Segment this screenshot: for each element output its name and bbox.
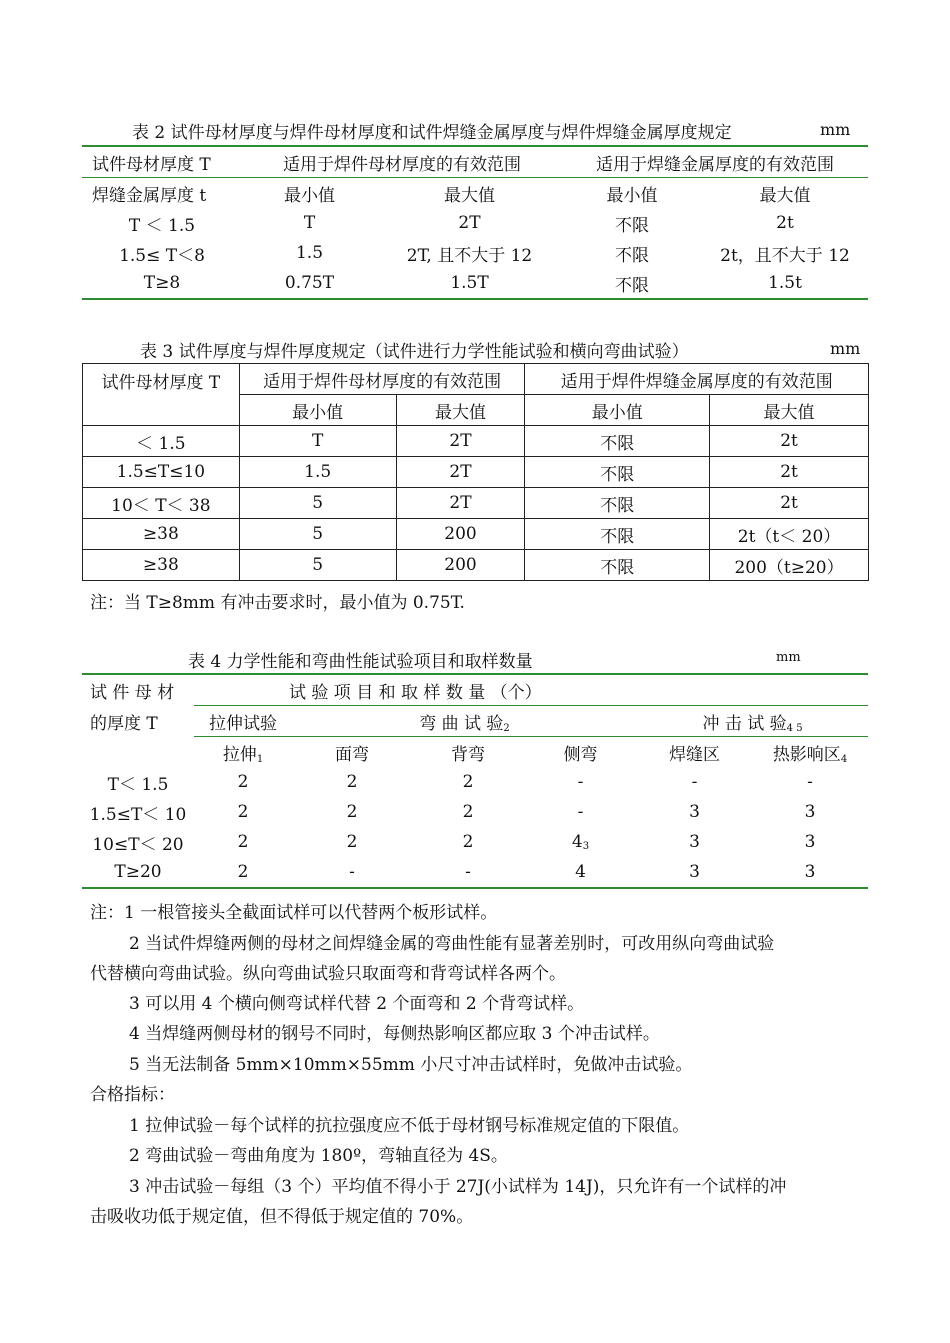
table-cell: 2 — [346, 772, 358, 792]
table4-col-cell: 背弯 — [451, 744, 485, 765]
note-3: 3 可以用 4 个横向侧弯试样代替 2 个面弯和 2 个背弯试样。 — [129, 994, 585, 1014]
table4-col-label: 热影响区 — [772, 744, 841, 765]
table-cell: 4 — [575, 862, 586, 882]
table4-group-label: 冲 击 试 验 — [702, 713, 787, 734]
table-cell: 2 — [237, 772, 249, 792]
table-cell: - — [577, 802, 584, 822]
table-cell: 200 — [396, 550, 525, 581]
table3-unit: mm — [830, 339, 861, 358]
table3-header-cell: 适用于焊件母材厚度的有效范围 — [239, 364, 525, 395]
table-cell: 不限 — [525, 457, 710, 488]
footnote-ref: 2 — [503, 722, 510, 734]
table-cell: T ＜ 1.5 — [128, 215, 196, 236]
table-cell: T — [303, 213, 316, 233]
table2-header-cell: 最大值 — [444, 185, 495, 206]
table-cell: 3 — [689, 862, 700, 882]
table-cell: 2 — [346, 832, 358, 852]
table-cell: T — [239, 426, 396, 457]
table3-note: 注：当 T≥8mm 有冲击要求时，最小值为 0.75T. — [90, 593, 465, 613]
table4-col-row — [82, 737, 868, 768]
table-cell: 1.5T — [450, 273, 489, 293]
table-cell: 2 — [462, 802, 474, 822]
table-cell: ＜ 1.5 — [83, 426, 240, 457]
table-cell: 2 — [237, 862, 249, 882]
table-cell: 1.5≤T≤10 — [83, 457, 240, 488]
table-cell: 2t — [710, 457, 869, 488]
table-cell: 200（t≥20） — [710, 550, 869, 581]
table-row — [82, 208, 868, 238]
table-cell: - — [807, 772, 813, 792]
table-row — [82, 827, 868, 857]
table3 — [82, 363, 869, 581]
table4-header-row — [82, 674, 868, 706]
table-cell: 2T — [396, 488, 525, 519]
table-cell: 不限 — [615, 245, 649, 266]
table4-col-cell: 侧弯 — [563, 744, 598, 765]
table-cell: 不限 — [525, 426, 710, 457]
table-cell: 2 — [462, 772, 474, 792]
table-cell: 2 — [237, 832, 249, 852]
table4-unit: mm — [776, 650, 801, 665]
table-cell: - — [349, 862, 355, 882]
table3-header-row — [83, 364, 869, 395]
table-cell: 3 — [689, 802, 700, 822]
criteria-2: 2 弯曲试验－弯曲角度为 180º，弯轴直径为 4S。 — [129, 1146, 508, 1166]
table-cell: - — [577, 772, 584, 792]
table-cell: 5 — [239, 519, 396, 550]
note-5: 5 当无法制备 5mm×10mm×55mm 小尺寸冲击试样时，免做冲击试验。 — [129, 1055, 693, 1075]
note-1: 注：1 一根管接头全截面试样可以代替两个板形试样。 — [90, 903, 498, 923]
table4-group-row — [82, 706, 868, 737]
table-cell: 1.5 — [295, 243, 324, 263]
table-cell: 1.5≤ T＜8 — [119, 245, 205, 266]
footnote-ref: 4 — [840, 753, 848, 765]
table2 — [82, 145, 868, 300]
table-cell: - — [465, 862, 471, 882]
table-cell: 200 — [396, 519, 525, 550]
table3-header-cell: 最大值 — [396, 395, 525, 426]
table-cell: ≥38 — [83, 550, 240, 581]
table-cell: 5 — [239, 550, 396, 581]
table-cell: 10≤T＜ 20 — [92, 834, 184, 855]
table4-col-cell: 面弯 — [335, 744, 369, 765]
table-cell: 2 — [346, 802, 358, 822]
table-cell: 2 — [462, 832, 474, 852]
table2-header-cell: 最小值 — [284, 185, 335, 206]
table-cell-value: 4 — [571, 832, 583, 852]
table2-header-cell: 焊缝金属厚度 t — [92, 185, 207, 206]
table4-col-cell — [82, 737, 194, 768]
table-row — [82, 238, 868, 268]
table4-col-cell: 焊缝区 — [669, 744, 720, 765]
table-row — [83, 519, 869, 550]
table3-header-cell: 试件母材厚度 T — [83, 364, 240, 426]
table-cell: 2T, 且不大于 12 — [406, 245, 533, 266]
table-cell: 2T — [396, 457, 525, 488]
table4-caption: 表 4 力学性能和弯曲性能试验项目和取样数量 — [188, 652, 533, 672]
table-cell: 3 — [804, 832, 816, 852]
table-cell: - — [691, 772, 698, 792]
table-cell: ≥38 — [83, 519, 240, 550]
table-cell: 不限 — [615, 215, 649, 236]
table2-unit: mm — [820, 120, 851, 139]
table-cell: 2 — [237, 802, 249, 822]
table2-header-cell: 最大值 — [759, 185, 811, 206]
table-cell: 2t — [776, 213, 794, 233]
table4-group-label: 拉伸试验 — [209, 713, 277, 734]
table-cell: 2t（t＜ 20） — [710, 519, 869, 550]
table4-group-cell — [194, 706, 292, 737]
table-cell: 不限 — [615, 275, 649, 296]
table2-header-cell: 适用于焊缝金属厚度的有效范围 — [562, 146, 868, 178]
table4-group-label: 弯 曲 试 验 — [419, 713, 504, 734]
table4-group-cell — [292, 706, 637, 737]
table-cell: 2T — [396, 426, 525, 457]
table4-group-title: 试 验 项 目 和 取 样 数 量 （个） — [194, 674, 868, 706]
table3-header-cell: 最大值 — [710, 395, 869, 426]
footnote-ref: 1 — [256, 753, 264, 765]
table2-header-cell: 适用于焊件母材厚度的有效范围 — [242, 146, 562, 178]
table2-header-cell: 试件母材厚度 T — [82, 146, 242, 178]
table2-header-row — [82, 146, 868, 178]
table-cell: T＜ 1.5 — [107, 774, 169, 795]
table-cell: 1.5≤T＜ 10 — [89, 804, 187, 825]
table-cell: 10＜ T＜ 38 — [83, 488, 240, 519]
table-cell: 1.5 — [239, 457, 396, 488]
table-cell: T≥20 — [114, 862, 162, 882]
footnote-ref: 4 5 — [786, 722, 803, 734]
table-cell: 2t，且不大于 12 — [720, 245, 850, 266]
table3-header-cell: 适用于焊件焊缝金属厚度的有效范围 — [525, 364, 869, 395]
table-cell: 1.5t — [768, 273, 802, 293]
table-row — [83, 426, 869, 457]
criteria-3a: 3 冲击试验－每组（3 个）平均值不得小于 27J(小试样为 14J)，只允许有一个试样的冲 — [129, 1177, 787, 1197]
table3-caption: 表 3 试件厚度与焊件厚度规定（试件进行力学性能试验和横向弯曲试验） — [140, 342, 689, 362]
table2-caption: 表 2 试件母材厚度与焊件母材厚度和试件焊缝金属厚度与焊件焊缝金属厚度规定 — [132, 123, 732, 143]
table-cell: 2T — [458, 213, 481, 233]
footnote-ref: 3 — [582, 841, 590, 852]
table2-header-cell: 最小值 — [606, 185, 658, 206]
criteria-1: 1 拉伸试验－每个试样的抗拉强度应不低于母材钢号标准规定值的下限值。 — [129, 1116, 690, 1136]
table3-header-cell: 最小值 — [239, 395, 396, 426]
table-row — [82, 797, 868, 827]
note-2b: 代替横向弯曲试验。纵向弯曲试验只取面弯和背弯试样各两个。 — [90, 964, 566, 984]
note-4: 4 当焊缝两侧母材的钢号不同时，每侧热影响区都应取 3 个冲击试样。 — [129, 1024, 660, 1044]
table-cell: T≥8 — [143, 273, 181, 293]
table-cell: 0.75T — [284, 273, 335, 293]
table4-col-cell — [194, 737, 292, 768]
table-row — [83, 550, 869, 581]
table4-rowhead: 试 件 母 材 — [90, 682, 175, 703]
table4 — [82, 673, 868, 889]
table4-col-label: 拉伸 — [222, 744, 257, 765]
table-cell: 2t — [710, 426, 869, 457]
table-row — [83, 488, 869, 519]
table3-header-cell: 最小值 — [525, 395, 710, 426]
note-2a: 2 当试件焊缝两侧的母材之间焊缝金属的弯曲性能有显著差别时，可改用纵向弯曲试验 — [129, 934, 775, 954]
table-cell: 5 — [239, 488, 396, 519]
table-cell: 3 — [804, 862, 816, 882]
table4-rowhead: 的厚度 T — [90, 713, 158, 734]
table-cell: 不限 — [525, 488, 710, 519]
criteria-title: 合格指标： — [90, 1085, 175, 1105]
table-row — [82, 857, 868, 888]
table4-col-cell — [752, 737, 868, 768]
table4-group-cell — [637, 706, 868, 737]
table2-subheader-row — [82, 178, 868, 209]
criteria-3b: 击吸收功低于规定值，但不得低于规定值的 70%。 — [90, 1207, 474, 1227]
table-cell — [524, 827, 637, 857]
table-cell: 2t — [710, 488, 869, 519]
table-row — [83, 457, 869, 488]
table-cell: 不限 — [525, 519, 710, 550]
table-row — [82, 268, 868, 299]
table-cell: 3 — [689, 832, 700, 852]
table-cell: 3 — [804, 802, 816, 822]
table-row — [82, 767, 868, 797]
table-cell: 不限 — [525, 550, 710, 581]
